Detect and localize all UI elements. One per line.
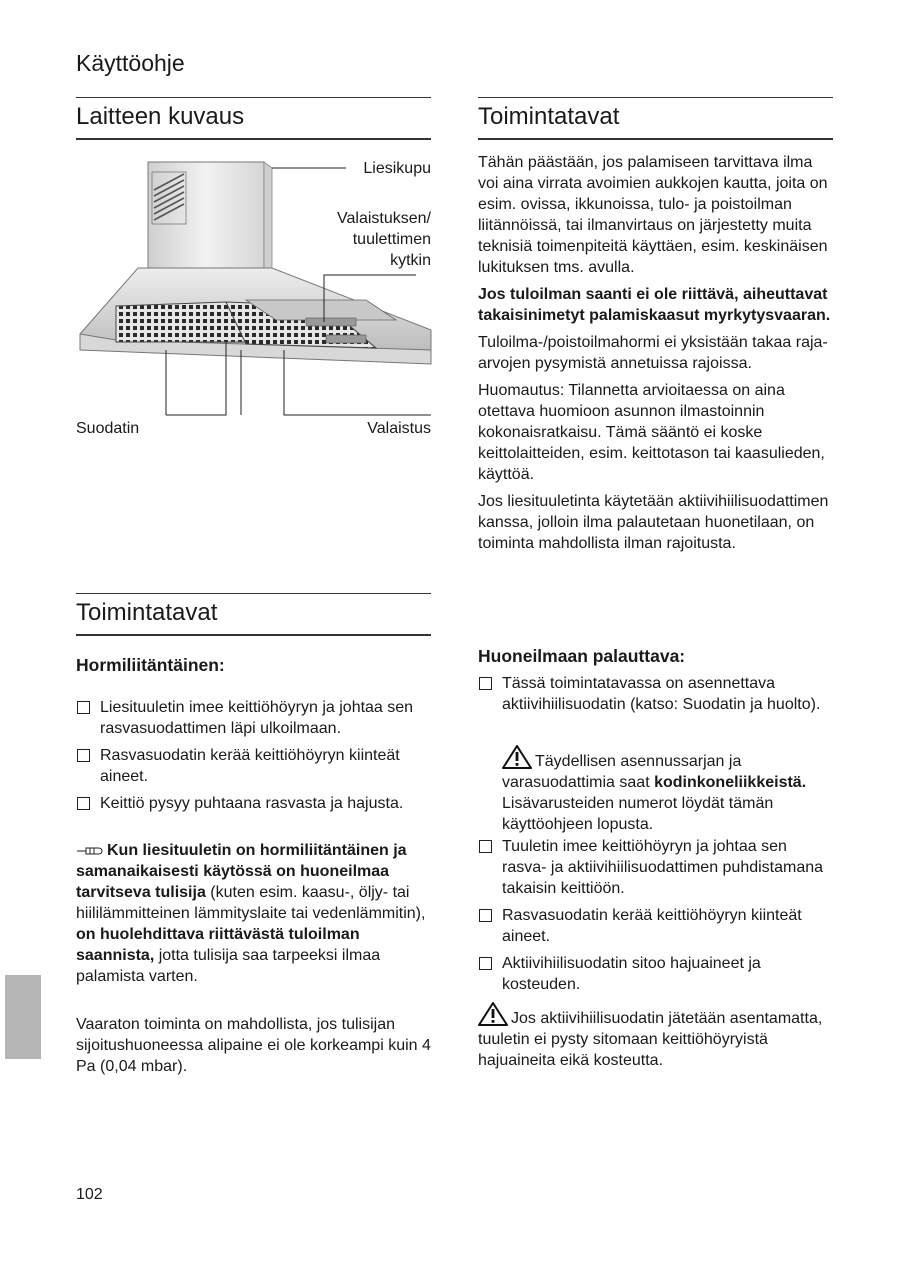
warning-text: Lisävarusteiden numerot löydät tämän käyttöohjeen lopusta. xyxy=(502,795,774,833)
document-title: Käyttöohje xyxy=(76,50,185,76)
list-item xyxy=(478,836,833,899)
list-item xyxy=(478,953,833,995)
divider xyxy=(76,97,431,98)
warning-triangle-icon xyxy=(478,1002,508,1026)
divider xyxy=(76,138,431,140)
warning-triangle-icon xyxy=(502,745,532,769)
list-item-text: Tässä toimintatavassa on asennettava aktiivihiilisuodatin (katso: Suodatin ja huolto). xyxy=(502,675,821,713)
chapter-side-tab xyxy=(5,975,41,1059)
label-switch-line: Valaistuksen/ xyxy=(337,210,431,227)
subheading-ducted: Hormiliitäntäinen: xyxy=(76,655,225,675)
divider xyxy=(76,634,431,636)
section-title-description: Laitteen kuvaus xyxy=(76,103,245,130)
list-item xyxy=(478,905,833,947)
pointing-hand-icon xyxy=(76,844,104,858)
list-item-text: Tuuletin imee keittiöhöyryn ja johtaa sen rasva- ja aktiivihiilisuodattimen puhdistamana takaisin keittiöön. xyxy=(502,838,824,897)
checkbox-bullet-icon xyxy=(77,749,90,762)
list-item xyxy=(76,793,431,814)
warning-no-carbon-filter xyxy=(478,1002,833,1071)
list-item-text: Rasvasuodatin kerää keittiöhöyryn kiinteät aineet. xyxy=(100,747,400,785)
paragraph: Tuloilma-/poistoilmahormi ei yksistään takaa raja-arvojen pysymistä annetuissa rajoissa. xyxy=(478,334,828,372)
note-bold-text: on huolehdittava riittävästä tuloilman saannista, xyxy=(76,926,360,964)
checkbox-bullet-icon xyxy=(479,957,492,970)
label-switch xyxy=(337,208,431,271)
list-item xyxy=(76,697,431,739)
warning-text: Täydellisen asennussarjan ja varasuodattimia saat xyxy=(502,753,742,791)
list-item xyxy=(478,673,833,715)
subheading-recirculation: Huoneilmaan palauttava: xyxy=(478,646,686,666)
right-text-block xyxy=(478,152,833,554)
label-switch-line: tuulettimen xyxy=(352,231,431,248)
list-item-text: Keittiö pysyy puhtaana rasvasta ja hajusta. xyxy=(100,795,404,812)
label-light: Valaistus xyxy=(367,420,431,437)
list-item-text: Rasvasuodatin kerää keittiöhöyryn kiinteät aineet. xyxy=(502,907,802,945)
page-number: 102 xyxy=(76,1186,103,1203)
divider xyxy=(76,593,431,594)
section-title-modes-right: Toimintatavat xyxy=(478,103,620,130)
list-item-text: Aktiivihiilisuodatin sitoo hajuaineet ja kosteuden. xyxy=(502,955,761,993)
paragraph-safe-operation: Vaaraton toiminta on mahdollista, jos tulisijan sijoitushuoneessa alipaine ei ole korkeampi kuin 4 Pa (0,04 mbar). xyxy=(76,1016,431,1075)
paragraph: Tähän päästään, jos palamiseen tarvittava ilma voi aina virrata avoimien aukkojen kautta, joita on esim. ovissa, ikkunoissa, tulo- ja poistoilman liitännöissä, tai ilmanvirtaus on järjestetty muita teknisiä toimenpiteitä käyttäen, esim. keskinäisen lukituksen tms. avulla. xyxy=(478,154,828,276)
paragraph-warning-bold: Jos tuloilman saanti ei ole riittävä, aiheuttavat takaisinimetyt palamiskaasut myrkytysvaaran. xyxy=(478,286,831,324)
note-bold-text: Kun liesituuletin on hormiliitäntäinen ja samanaikaisesti käytössä on huoneilmaa tarvitseva tulisija xyxy=(76,842,407,901)
divider xyxy=(478,97,833,98)
label-filter: Suodatin xyxy=(76,420,140,437)
warning-accessories xyxy=(502,745,832,835)
label-switch-line: kytkin xyxy=(390,252,431,269)
recirculation-list-2 xyxy=(478,836,833,1001)
checkbox-bullet-icon xyxy=(77,797,90,810)
paragraph: Huomautus: Tilannetta arvioitaessa on aina otettava huomioon asunnon ilmastoinnin kokonaisratkaisu. Tämä sääntö ei koske keittolaitteiden, esim. keittotason tai kaasulieden, käyttöä. xyxy=(478,382,825,483)
list-item-text: Liesituuletin imee keittiöhöyryn ja johtaa sen rasvasuodattimen läpi ulkoilmaan. xyxy=(100,699,414,737)
hood-figure xyxy=(76,150,436,440)
warning-bold-text: kodinkoneliikkeistä. xyxy=(654,774,807,791)
range-hood-illustration xyxy=(76,150,436,440)
checkbox-bullet-icon xyxy=(479,677,492,690)
list-item xyxy=(76,745,431,787)
warning-text: Jos aktiivihiilisuodatin jätetään asentamatta, tuuletin ei pysty sitomaan keittiöhöyryistä hajuaineita eikä kosteutta. xyxy=(478,1010,823,1069)
note-paragraph xyxy=(76,840,431,987)
checkbox-bullet-icon xyxy=(77,701,90,714)
recirculation-list-1 xyxy=(478,673,833,721)
label-chimney: Liesikupu xyxy=(363,160,431,177)
checkbox-bullet-icon xyxy=(479,840,492,853)
section-title-modes: Toimintatavat xyxy=(76,599,218,626)
note-text: jotta tulisija saa tarpeeksi ilmaa palamista varten. xyxy=(76,947,381,985)
note-text: (kuten esim. kaasu-, öljy- tai hiililämmitteinen lämmityslaite tai vedenlämmitin), xyxy=(76,884,426,922)
divider xyxy=(478,138,833,140)
paragraph: Jos liesituuletinta käytetään aktiivihiilisuodattimen kanssa, jolloin ilma palautetaan huonetilaan, on toiminta mahdollista ilman rajoitusta. xyxy=(478,493,829,552)
ducted-list xyxy=(76,697,431,820)
checkbox-bullet-icon xyxy=(479,909,492,922)
